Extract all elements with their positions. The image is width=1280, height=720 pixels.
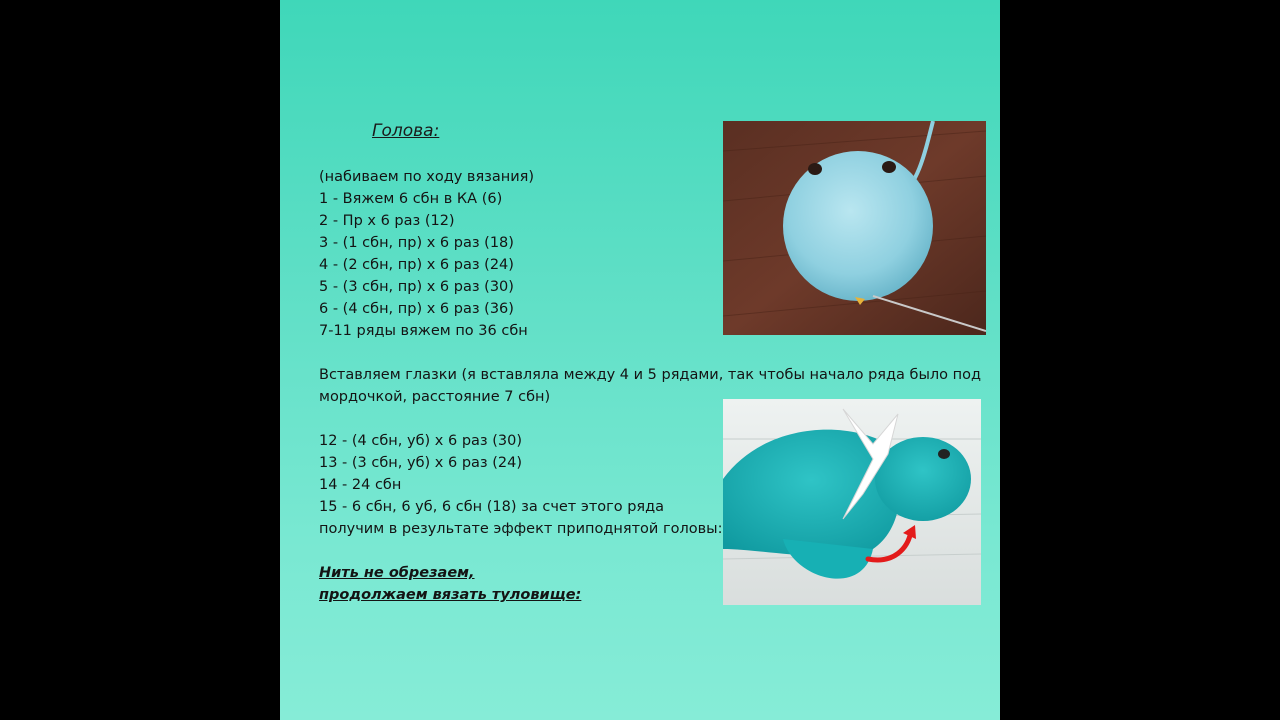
instruction-line: 1 - Вяжем 6 сбн в КА (6) bbox=[319, 191, 503, 207]
instructions-rows-1-11 bbox=[319, 166, 534, 342]
instruction-line: 4 - (2 сбн, пр) х 6 раз (24) bbox=[319, 257, 514, 273]
instruction-line: (набиваем по ходу вязания) bbox=[319, 169, 535, 185]
seal-photo bbox=[723, 399, 981, 605]
instruction-line: 6 - (4 сбн, пр) х 6 раз (36) bbox=[319, 301, 514, 317]
instruction-line: Нить не обрезаем, bbox=[319, 565, 475, 581]
pattern-page bbox=[280, 0, 1000, 720]
instruction-line: 2 - Пр х 6 раз (12) bbox=[319, 213, 455, 229]
instruction-line: 7-11 ряды вяжем по 36 сбн bbox=[319, 323, 528, 339]
instruction-line: получим в результате эффект приподнятой головы: bbox=[319, 521, 723, 537]
instruction-line: 12 - (4 сбн, уб) х 6 раз (30) bbox=[319, 433, 522, 449]
continue-note bbox=[319, 562, 581, 606]
instruction-line: 14 - 24 сбн bbox=[319, 477, 402, 493]
instruction-line: 5 - (3 сбн, пр) х 6 раз (30) bbox=[319, 279, 514, 295]
instruction-line: Вставляем глазки (я вставляла между 4 и 5 рядами, так чтобы начало ряда было под bbox=[319, 367, 982, 383]
instructions-rows-12-15 bbox=[319, 430, 722, 540]
instruction-line: продолжаем вязать туловище: bbox=[319, 587, 582, 603]
instruction-line: 3 - (1 сбн, пр) х 6 раз (18) bbox=[319, 235, 514, 251]
instruction-line: 15 - 6 сбн, 6 уб, 6 сбн (18) за счет этого ряда bbox=[319, 499, 665, 515]
instruction-line: мордочкой, расстояние 7 сбн) bbox=[319, 389, 551, 405]
head-photo bbox=[723, 121, 986, 335]
instruction-line: 13 - (3 сбн, уб) х 6 раз (24) bbox=[319, 455, 522, 471]
section-title: Голова: bbox=[372, 121, 440, 141]
